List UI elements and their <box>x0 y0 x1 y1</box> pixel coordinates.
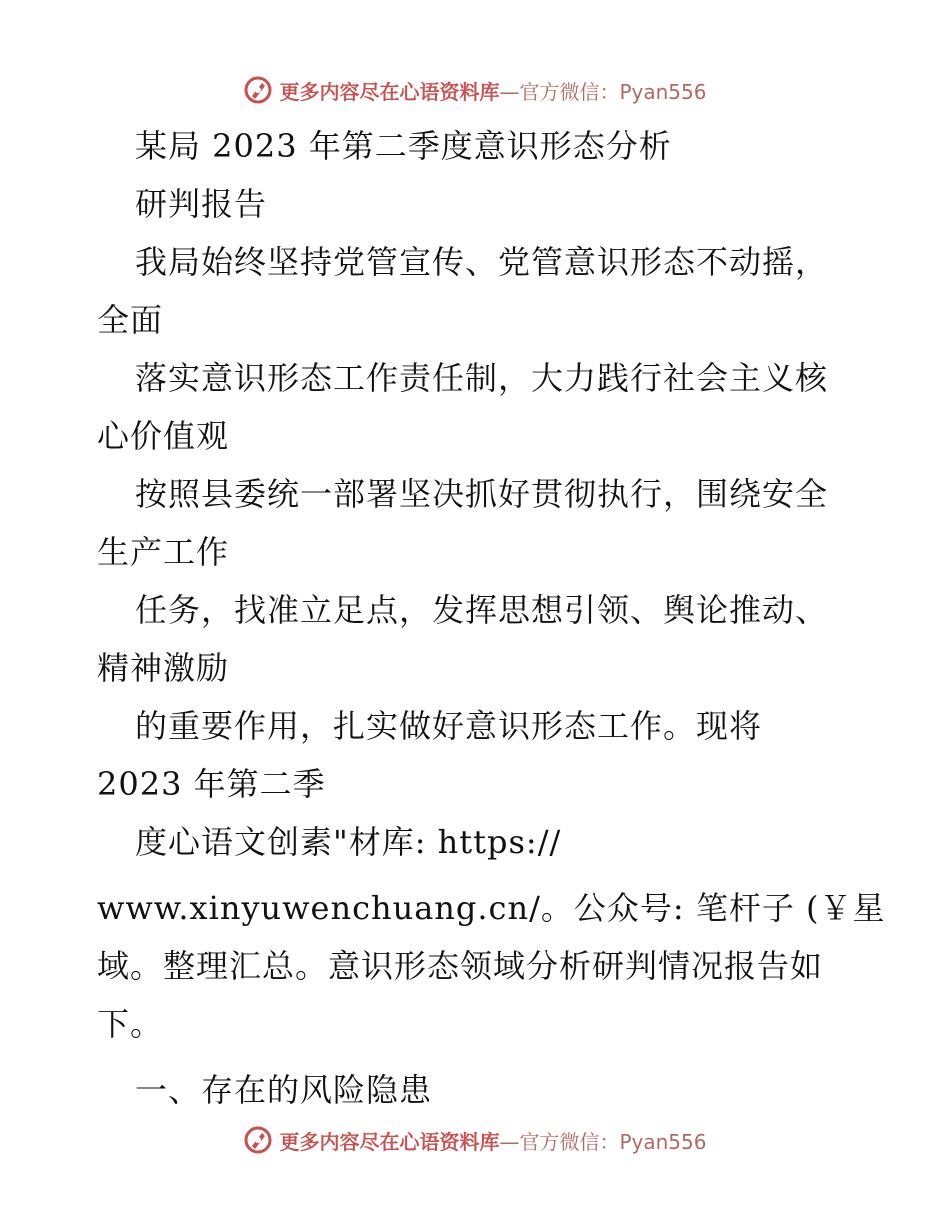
doc-line: 生产工作 <box>97 533 230 571</box>
doc-line: 域。整理汇总。意识形态领域分析研判情况报告如 <box>97 947 824 985</box>
banner-main-text: 更多内容尽在心语资料库 <box>279 79 500 104</box>
seal-pen-icon <box>243 75 273 105</box>
banner-sub-text: —官方微信：Pyan556 <box>499 1129 707 1154</box>
doc-line: 我局始终坚持党管宣传、党管意识形态不动摇， <box>135 243 829 281</box>
doc-line: www.xinyuwenchuang.cn/。公众号: 笔杆子 (￥星 <box>97 889 886 927</box>
doc-line: 落实意识形态工作责任制，大力践行社会主义核 <box>135 359 829 397</box>
watermark-banner-bottom <box>0 1120 950 1160</box>
seal-pen-icon <box>243 1125 273 1155</box>
doc-line: 任务，找准立足点，发挥思想引领、舆论推动、 <box>135 591 829 629</box>
doc-line: 的重要作用，扎实做好意识形态工作。现将 <box>135 707 763 745</box>
doc-line: 心价值观 <box>97 417 230 455</box>
banner-main-text: 更多内容尽在心语资料库 <box>279 1129 500 1154</box>
doc-title-line-1: 某局 2023 年第二季度意识形态分析 <box>135 127 672 165</box>
doc-line: 按照县委统一部署坚决抓好贯彻执行，围绕安全 <box>135 475 829 513</box>
doc-line: 全面 <box>97 301 164 339</box>
doc-line: 2023 年第二季 <box>97 765 326 803</box>
document-body <box>97 117 886 1119</box>
doc-line: 下。 <box>97 1005 164 1043</box>
doc-title-line-2: 研判报告 <box>135 185 268 223</box>
doc-line: 精神激励 <box>97 649 230 687</box>
banner-sub-text: —官方微信：Pyan556 <box>499 79 707 104</box>
section-heading: 一、存在的风险隐患 <box>135 1071 433 1109</box>
watermark-banner-top <box>0 70 950 110</box>
doc-line: 度心语文创素"材库: https:// <box>135 823 562 861</box>
